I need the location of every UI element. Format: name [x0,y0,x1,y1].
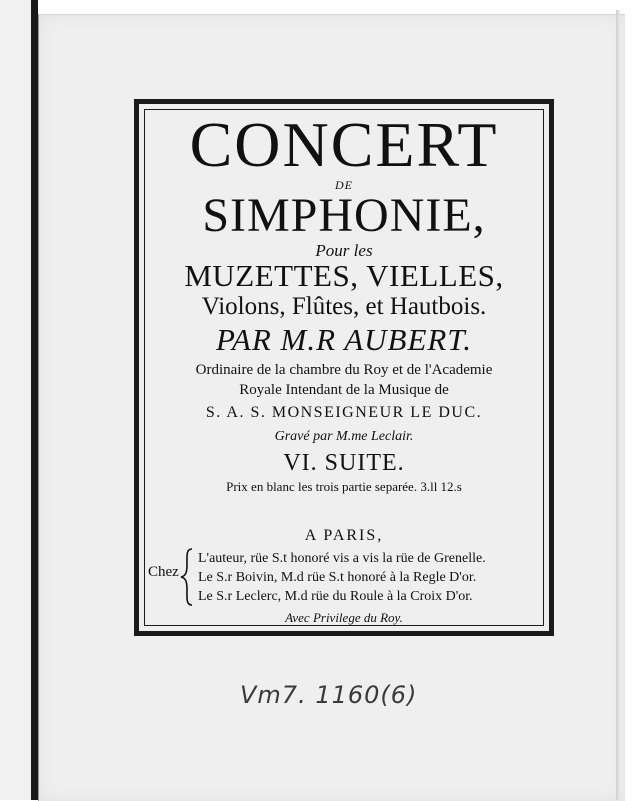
address-line-1: L'auteur, rüe S.t honoré vis a vis la rüe de Grenelle. [198,551,486,566]
price-line: Prix en blanc les trois partie separée. 3.ll 12.s [226,479,462,494]
composer-name: PAR M.R AUBERT. [215,322,473,357]
title-simphonie: SIMPHONIE, [202,189,486,242]
binding-spine [31,0,38,800]
title-de: DE [335,178,353,192]
instruments-line-1: MUZETTES, VIELLES, [184,258,504,293]
imprint-city: A PARIS, [304,527,384,544]
title-concert: CONCERT [189,109,499,180]
page-right-edge [616,10,620,800]
facing-page-edge [0,0,32,800]
pour-les-text: Pour les [315,241,373,260]
suite-number: VI. SUITE. [283,450,405,476]
composer-title-line-2: Royale Intendant de la Musique de [239,382,449,398]
chez-label: Chez [148,564,179,580]
engraver-line: Gravé par M.me Leclair. [274,429,414,444]
curly-brace-icon [180,548,194,606]
privilege-line: Avec Privilege du Roy. [285,610,403,625]
address-line-3: Le S.r Leclerc, M.d rüe du Roule à la Croix D'or. [198,589,473,604]
composer-title-line-1: Ordinaire de la chambre du Roy et de l'Academie [195,362,493,378]
address-line-2: Le S.r Boivin, M.d rüe S.t honoré à la Regle D'or. [198,570,477,585]
library-shelfmark: Vm7. 1160(6) [240,681,418,709]
instruments-line-2: Violons, Flûtes, et Hautbois. [201,293,487,320]
patron-line: S. A. S. MONSEIGNEUR LE DUC. [205,404,483,421]
